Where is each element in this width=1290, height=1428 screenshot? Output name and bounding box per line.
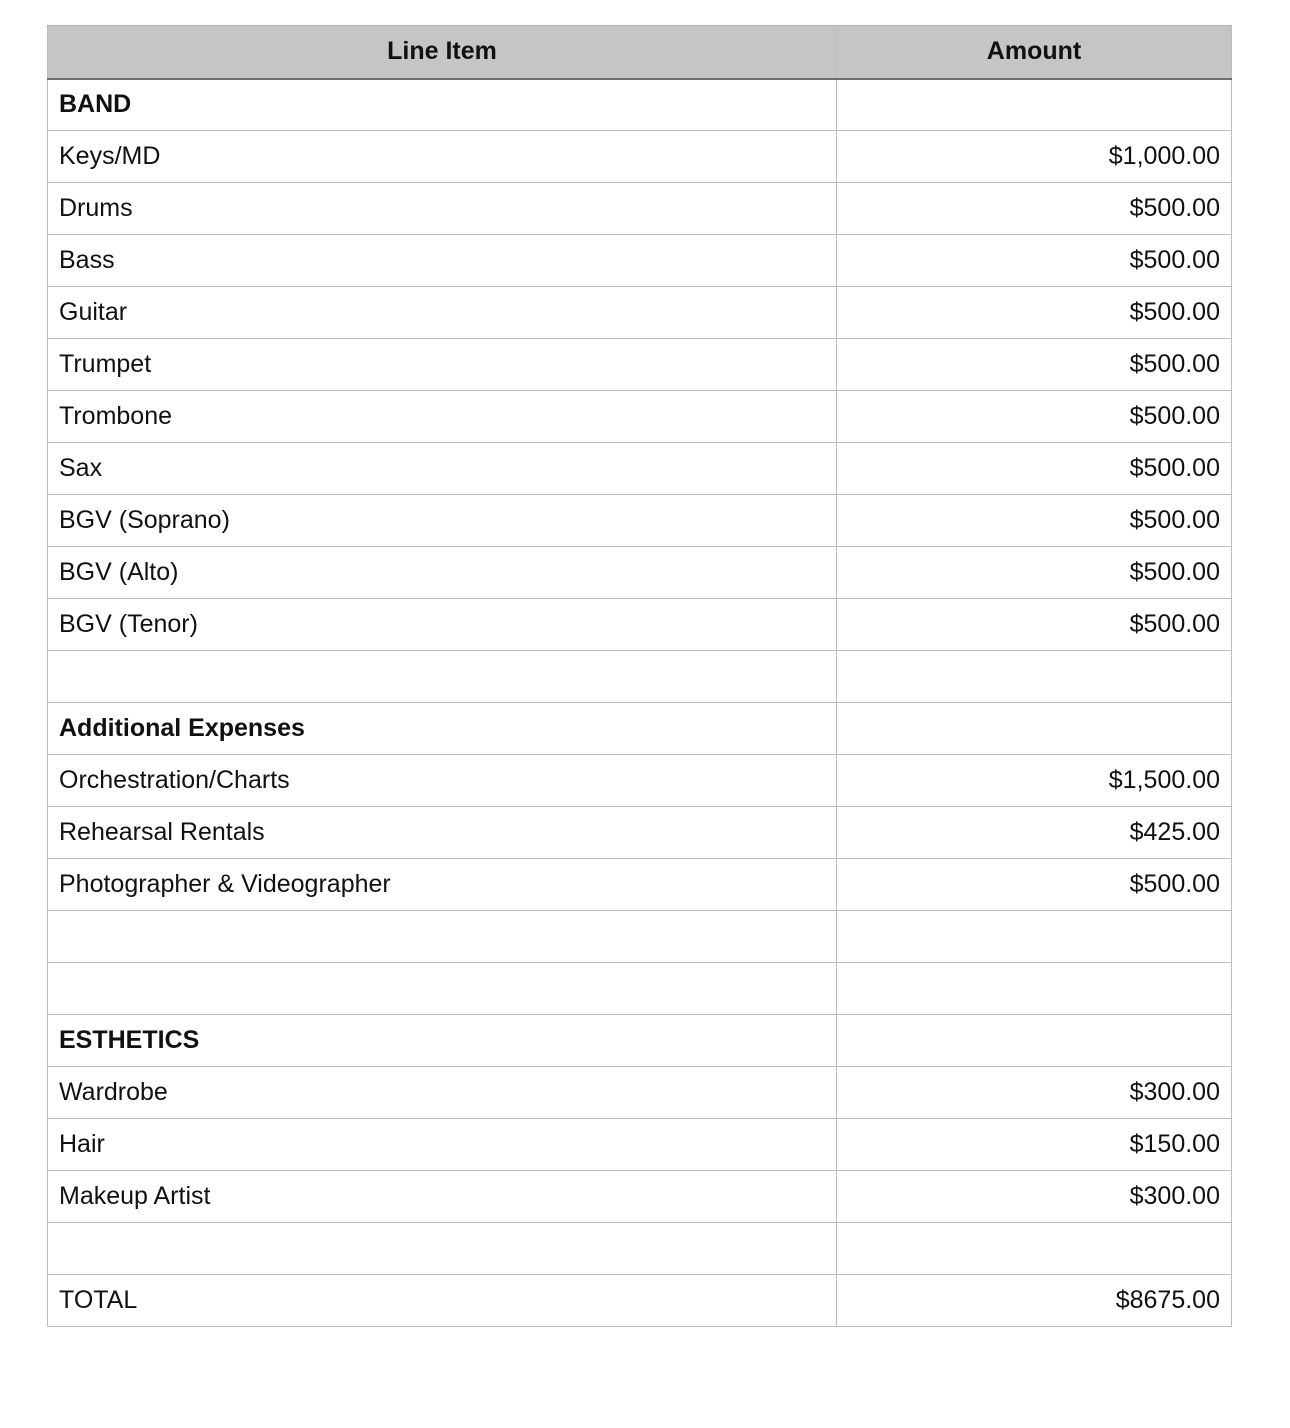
line-item-cell[interactable]: Trombone bbox=[48, 391, 837, 443]
table-row bbox=[48, 807, 1232, 859]
table-row bbox=[48, 599, 1232, 651]
line-item-cell[interactable]: BAND bbox=[48, 79, 837, 131]
amount-cell[interactable] bbox=[837, 79, 1232, 131]
line-item-cell[interactable]: BGV (Tenor) bbox=[48, 599, 837, 651]
amount-cell[interactable] bbox=[837, 911, 1232, 963]
table-body bbox=[48, 79, 1232, 1327]
amount-cell[interactable]: $500.00 bbox=[837, 287, 1232, 339]
line-item-cell[interactable]: Makeup Artist bbox=[48, 1171, 837, 1223]
table-row bbox=[48, 547, 1232, 599]
section-header-row bbox=[48, 79, 1232, 131]
line-item-cell[interactable] bbox=[48, 1223, 837, 1275]
amount-cell[interactable]: $500.00 bbox=[837, 443, 1232, 495]
table-row bbox=[48, 495, 1232, 547]
line-item-cell[interactable]: Trumpet bbox=[48, 339, 837, 391]
line-item-cell[interactable]: Hair bbox=[48, 1119, 837, 1171]
table-row bbox=[48, 391, 1232, 443]
line-item-cell[interactable] bbox=[48, 963, 837, 1015]
line-item-cell[interactable] bbox=[48, 651, 837, 703]
total-row bbox=[48, 1275, 1232, 1327]
table-row bbox=[48, 131, 1232, 183]
line-item-cell[interactable]: Additional Expenses bbox=[48, 703, 837, 755]
amount-cell[interactable] bbox=[837, 1223, 1232, 1275]
line-item-cell[interactable] bbox=[48, 911, 837, 963]
table-row bbox=[48, 859, 1232, 911]
amount-cell[interactable]: $500.00 bbox=[837, 495, 1232, 547]
header-row bbox=[48, 26, 1232, 79]
table-row bbox=[48, 1067, 1232, 1119]
line-item-cell[interactable]: ESTHETICS bbox=[48, 1015, 837, 1067]
line-item-cell[interactable]: Photographer & Videographer bbox=[48, 859, 837, 911]
table-header bbox=[48, 26, 1232, 79]
line-item-cell[interactable]: BGV (Soprano) bbox=[48, 495, 837, 547]
amount-cell[interactable]: $500.00 bbox=[837, 183, 1232, 235]
amount-cell[interactable]: $300.00 bbox=[837, 1171, 1232, 1223]
amount-cell[interactable]: $500.00 bbox=[837, 235, 1232, 287]
table-row bbox=[48, 235, 1232, 287]
total-amount-cell[interactable]: $8675.00 bbox=[837, 1275, 1232, 1327]
budget-sheet bbox=[47, 25, 1231, 1327]
amount-cell[interactable] bbox=[837, 703, 1232, 755]
header-line-item[interactable]: Line Item bbox=[48, 26, 837, 79]
table-row bbox=[48, 911, 1232, 963]
line-item-cell[interactable]: Rehearsal Rentals bbox=[48, 807, 837, 859]
line-item-cell[interactable]: Wardrobe bbox=[48, 1067, 837, 1119]
table-row bbox=[48, 443, 1232, 495]
table-row bbox=[48, 755, 1232, 807]
table-row bbox=[48, 339, 1232, 391]
line-item-cell[interactable]: Orchestration/Charts bbox=[48, 755, 837, 807]
amount-cell[interactable]: $425.00 bbox=[837, 807, 1232, 859]
amount-cell[interactable]: $300.00 bbox=[837, 1067, 1232, 1119]
table-row bbox=[48, 963, 1232, 1015]
line-item-cell[interactable]: Sax bbox=[48, 443, 837, 495]
line-item-cell[interactable]: Bass bbox=[48, 235, 837, 287]
amount-cell[interactable]: $500.00 bbox=[837, 599, 1232, 651]
table-row bbox=[48, 1223, 1232, 1275]
total-label-cell[interactable]: TOTAL bbox=[48, 1275, 837, 1327]
amount-cell[interactable] bbox=[837, 963, 1232, 1015]
header-amount[interactable]: Amount bbox=[837, 26, 1232, 79]
table-row bbox=[48, 287, 1232, 339]
table-row bbox=[48, 1119, 1232, 1171]
amount-cell[interactable] bbox=[837, 1015, 1232, 1067]
line-item-cell[interactable]: Drums bbox=[48, 183, 837, 235]
amount-cell[interactable] bbox=[837, 651, 1232, 703]
table-row bbox=[48, 183, 1232, 235]
line-item-cell[interactable]: BGV (Alto) bbox=[48, 547, 837, 599]
budget-table bbox=[47, 25, 1232, 1327]
section-header-row bbox=[48, 703, 1232, 755]
amount-cell[interactable]: $500.00 bbox=[837, 547, 1232, 599]
table-row bbox=[48, 651, 1232, 703]
amount-cell[interactable]: $1,000.00 bbox=[837, 131, 1232, 183]
amount-cell[interactable]: $500.00 bbox=[837, 391, 1232, 443]
amount-cell[interactable]: $1,500.00 bbox=[837, 755, 1232, 807]
line-item-cell[interactable]: Guitar bbox=[48, 287, 837, 339]
table-row bbox=[48, 1171, 1232, 1223]
amount-cell[interactable]: $500.00 bbox=[837, 339, 1232, 391]
section-header-row bbox=[48, 1015, 1232, 1067]
amount-cell[interactable]: $500.00 bbox=[837, 859, 1232, 911]
amount-cell[interactable]: $150.00 bbox=[837, 1119, 1232, 1171]
line-item-cell[interactable]: Keys/MD bbox=[48, 131, 837, 183]
